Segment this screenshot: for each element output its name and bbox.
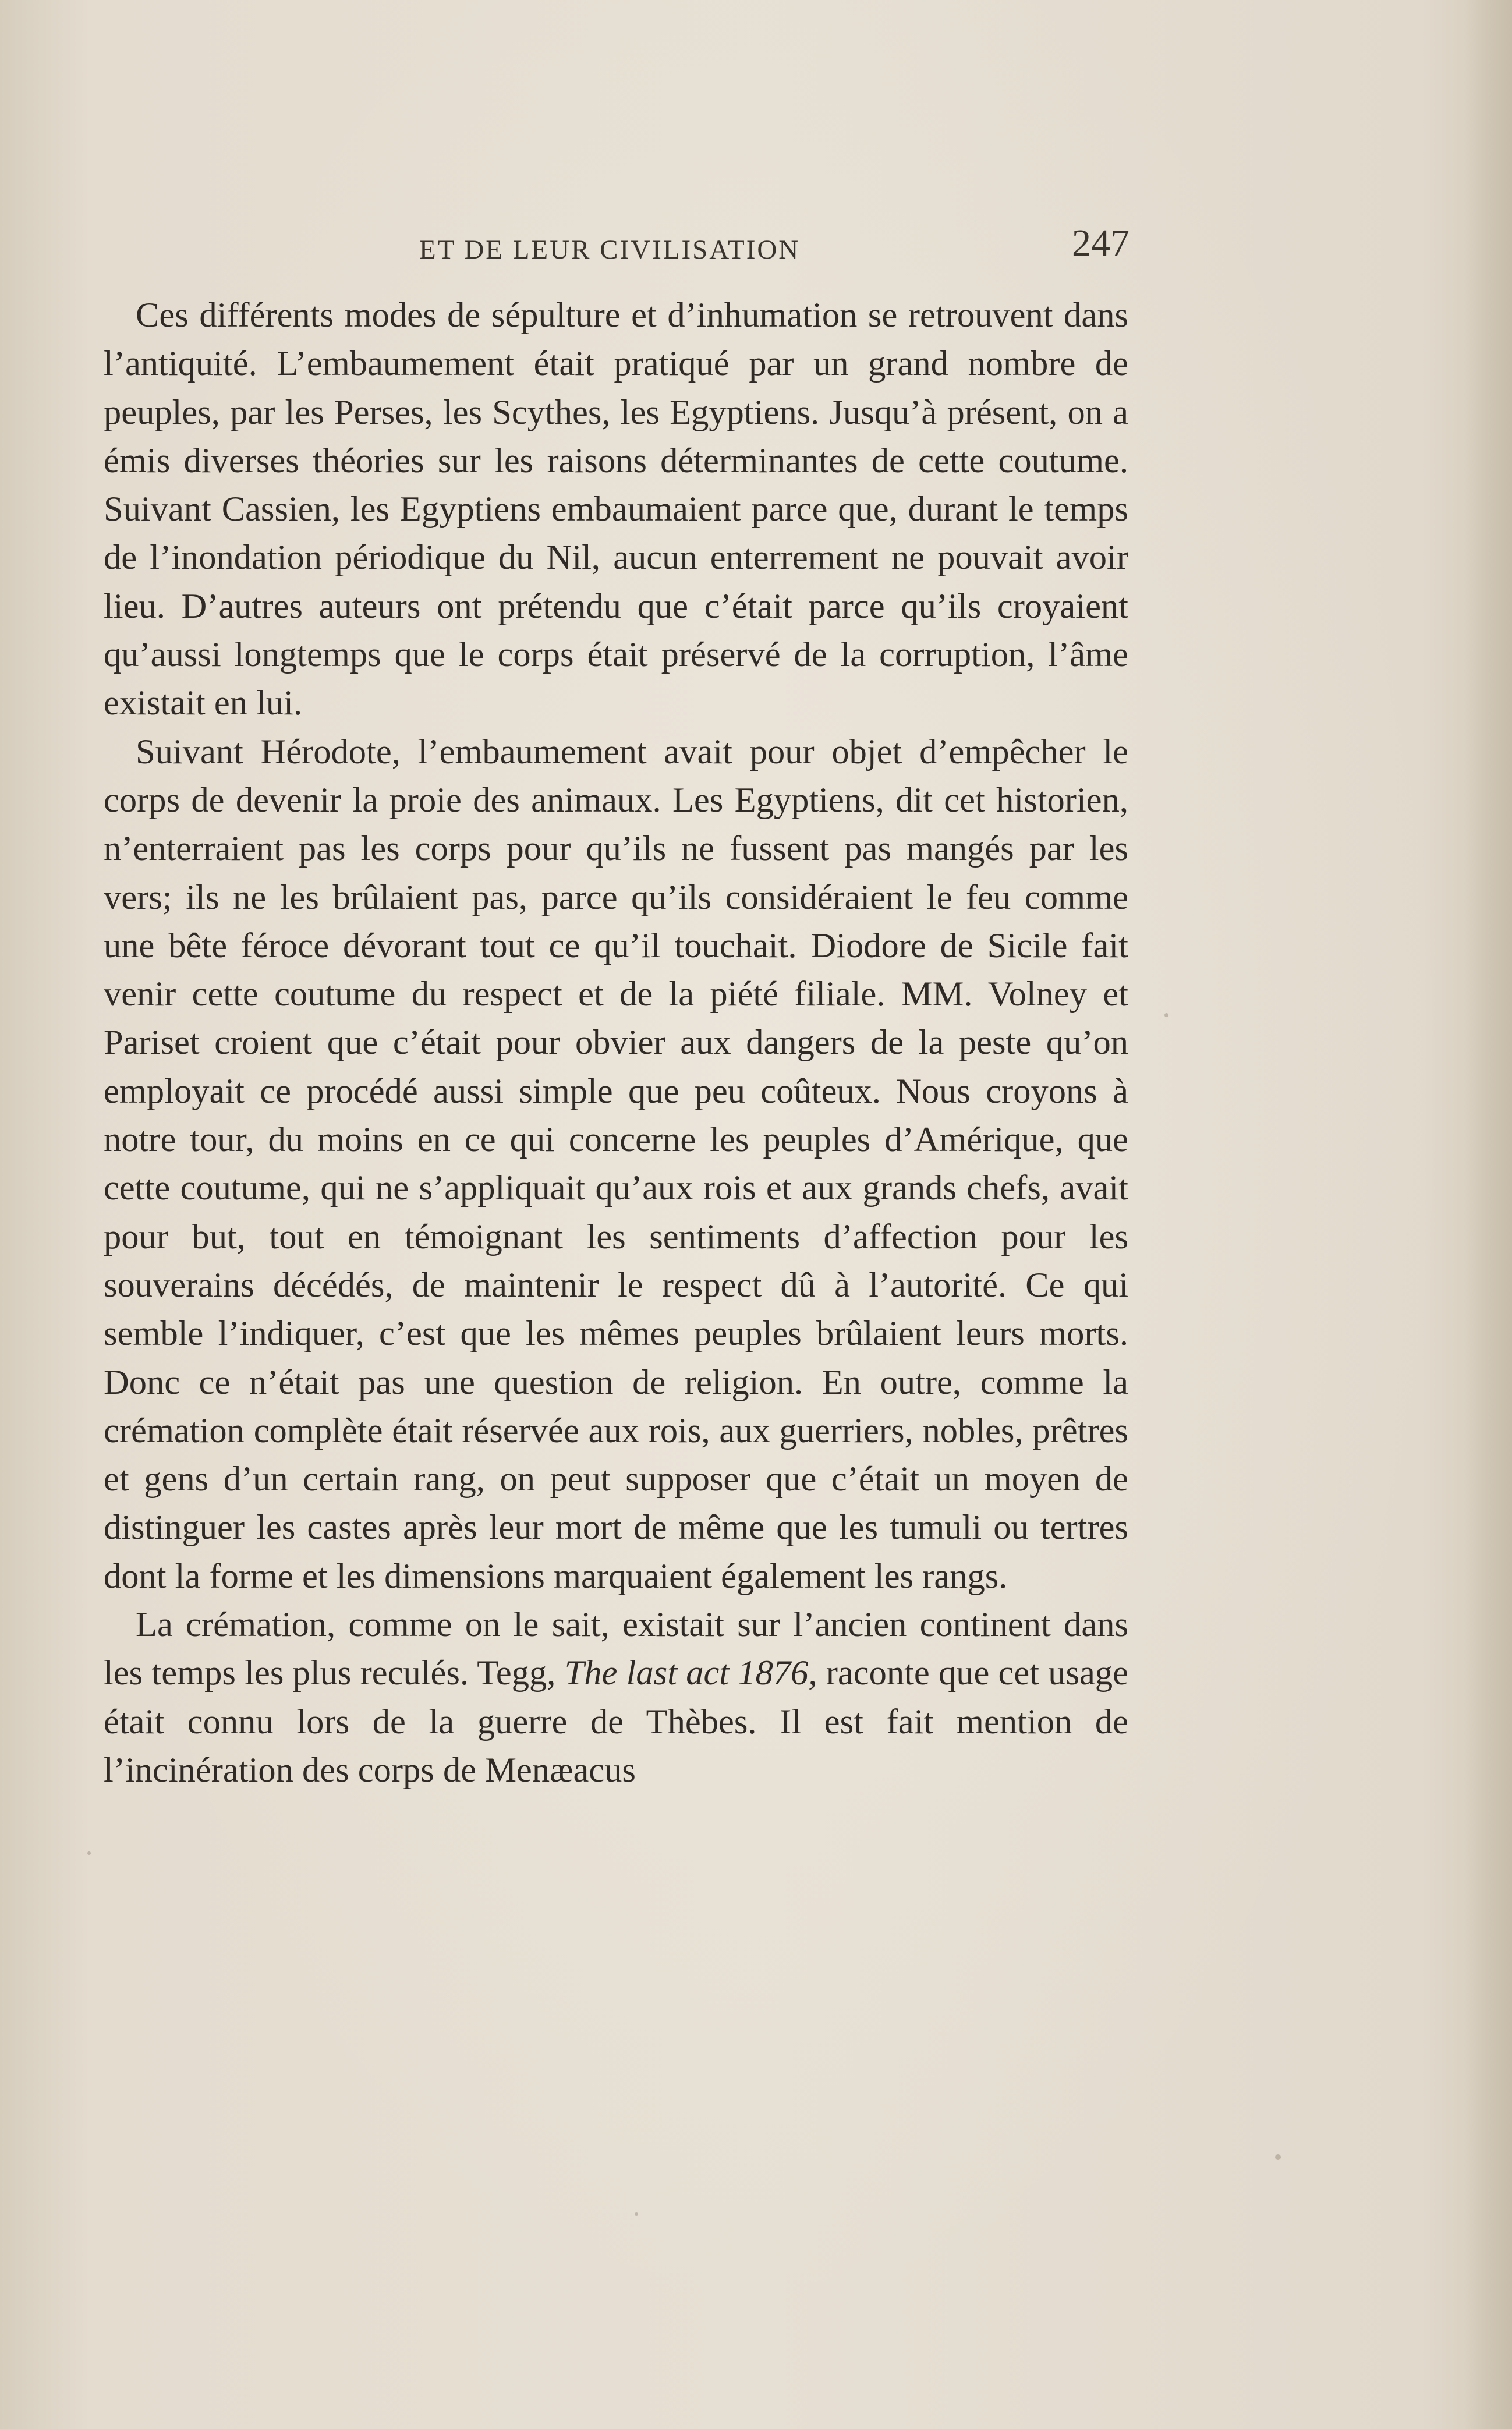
paragraph-3-text-after: raconte que cet usage était connu lors de la guerre de Thèbes. Il est fait mention de l’incinération des corps de Menæacus (104, 1653, 1128, 1790)
paper-speck (635, 2212, 638, 2216)
paper-speck (87, 1851, 91, 1855)
body-text (104, 291, 1128, 1794)
paragraph-3-text-before: La crémation, comme on le sait, existait sur l’ancien continent dans les temps les plus reculés. Tegg, (104, 1605, 1128, 1693)
italic-citation: The last act 1876, (564, 1653, 817, 1693)
paragraph-2: Suivant Hérodote, l’embaumement avait pour objet d’empêcher le corps de devenir la proie des animaux. Les Egyptiens, dit cet historien, n’enterraient pas les corps pour qu’ils ne fussent pas mangés par les vers; ils ne les brûlaient pas, parce qu’ils considéraient le feu comme une bête féroce dévorant tout ce qu’il touchait. Diodore de Sicile fait venir cette coutume du respect et de la piété filiale. MM. Volney et Pariset croient que c’était pour obvier aux dangers de la peste qu’on employait ce procédé aussi simple que peu coûteux. Nous croyons à notre tour, du moins en ce qui concerne les peuples d’Amérique, que cette coutume, qui ne s’appliquait qu’aux rois et aux grands chefs, avait pour but, tout en témoignant les sentiments d’affection pour les souverains décédés, de maintenir le respect dû à l’autorité. Ce qui semble l’indiquer, c’est que les mêmes peuples brûlaient leurs morts. Donc ce n’était pas une question de religion. En outre, comme la crémation complète était réservée aux rois, aux guerriers, nobles, prêtres et gens d’un certain rang, on peut supposer que c’était un moyen de distinguer les castes après leur mort de même que les tumuli ou tertres dont la forme et les dimensions marquaient également les rangs. (104, 732, 1128, 1596)
page-header (419, 221, 1129, 279)
running-title: ET DE LEUR CIVILISATION (419, 235, 801, 265)
page-number: 247 (1072, 222, 1129, 264)
paper-speck (1164, 1013, 1168, 1017)
page-edge-shadow (1465, 0, 1512, 2429)
paper-speck (1275, 2154, 1281, 2160)
paragraph-1: Ces différents modes de sépulture et d’inhumation se retrouvent dans l’antiquité. L’embaumement était pratiqué par un grand nombre de peuples, par les Perses, les Scythes, les Egyptiens. Jusqu’à présent, on a émis diverses théories sur les raisons déterminantes de cette coutume. Suivant Cassien, les Egyptiens embaumaient parce que, durant le temps de l’inondation périodique du Nil, aucun enterrement ne pouvait avoir lieu. D’autres auteurs ont prétendu que c’était parce qu’ils croyaient qu’aussi longtemps que le corps était préservé de la corruption, l’âme existait en lui. (104, 296, 1128, 723)
paragraph-3 (104, 1601, 1128, 1794)
